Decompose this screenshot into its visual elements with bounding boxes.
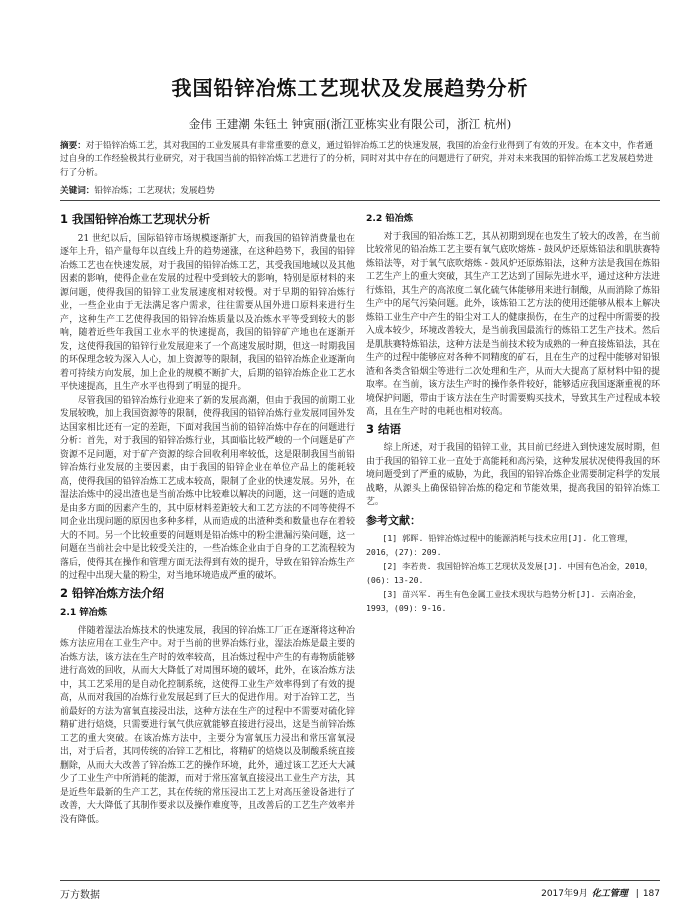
section-2-1-paragraph: 伴随着湿法冶炼技术的快速发展，我国的锌冶炼工厂正在逐渐将这种冶炼方法应用在工业生产中。对于当前的世界冶炼行业，湿法冶炼是最主要的冶炼方法，该方法在生产时的效率较高，且冶炼过程中产生的有毒物质能够进行高效的回收，从而大大降低了对周围环境的破坏，此外，在该冶炼方法中，其工艺采用的是自动化控制系统，这使得工业生产效率得到了有效的提高，从而对我国的冶炼行业发展起到了巨大的促进作用。对于冶锌工艺，当前最好的方法为富氧直接浸出法，这种方法在生产的过程中不需要对硫化锌精矿进行焙烧，只需要进行氧气供应就能够直接进行浸出，这是当前锌冶炼工艺的重大突破。在该冶炼方法中，主要分为富氧压力浸出和常压富氧浸出，对于后者，其同传统的冶锌工艺相比，将精矿的焙烧以及制酸系统直接删除，从而大大改善了锌冶炼工艺的操作环境，此外，通过该工艺还大大减少了工业生产中所消耗的能源，而对于常压富氧直接浸出工业生产方法，其是近些年最新的生产工艺，其在传统的常压浸出工艺上对高压釜设备进行了改善，大大降低了其制作要求以及操作难度等，且改善后的工艺生产效率并没有降低。: [60, 625, 355, 825]
reference-item: [1] 郭晖. 铅锌冶炼过程中的能源消耗与技术应用[J]. 化工管理，2016，(27)：209.: [366, 533, 634, 557]
section-1-paragraph-2: 尽管我国的铅锌冶炼行业迎来了新的发展高潮，但由于我国的前期工业发展较晚，加上我国资源等的限制，使得我国的铅锌冶炼行业发展同国外发达国家相比还有一定的差距，下面对我国当前的铅锌冶炼中存在的问题进行分析：首先，对于我国的铅锌冶炼行业，其面临比较严峻的一个问题是矿产资源不足问题，对于矿产资源的综合回收利用率较低，这是限制我国当前铅锌冶炼行业发展的主要因素，由于我国的铅锌企业在单位产品上的能耗较高，使得我国的铅锌冶炼工艺成本较高，限制了企业的快速发展。另外，在湿法冶炼中的浸出渣也是当前冶炼中比较难以解决的问题，这一问题的造成是由多方面的因素产生的，其中原材料差距较大和工艺方法的不同等使得不同企业出现问题的原因也多种多样，从而造成的出渣种类和数量也存在着较大的不同。另一个比较重要的问题则是铅冶炼中的粉尘泄漏污染问题，这一问题在当前社会中是比较受关注的，一些冶炼企业由于自身的工艺流程较为落后，使得其在操作和管理方面无法得到有效的提升，导致在铅锌冶炼生产的过程中出现大量的粉尘，对当地环境造成严重的破坏。: [60, 395, 355, 581]
section-3-paragraph: 综上所述，对于我国的铅锌工业，其目前已经进入到快速发展时期，但由于我国的铅锌工业一直处于高能耗和高污染，这种发展状况使得我国的环境问题受到了严重的威胁，为此，我国的铅锌冶炼企业需要制定科学的发展战略，从源头上确保铅锌冶炼的稳定和节能效果，提高我国的铅锌冶炼工艺。: [366, 443, 660, 507]
reference-item: [2] 李若贵. 我国铅锌冶炼工艺现状及发展[J]. 中国有色冶金，2010，(06)：13-20.: [366, 561, 653, 585]
abstract: [60, 140, 660, 180]
footer-separator: |: [635, 889, 639, 899]
footer-date: 2017年9月: [541, 889, 588, 899]
footer-journal: 化工管理: [591, 889, 628, 899]
reference-item: [3] 苗兴军. 再生有色金属工业技术现状与趋势分析[J]. 云南冶金，1993，(09)：9-16.: [366, 589, 642, 613]
keywords-label: 关键词：: [60, 186, 95, 196]
footer-source: 万方数据: [60, 890, 100, 901]
right-column: [366, 208, 660, 615]
section-2-heading: 2 铅锌冶炼方法介绍: [60, 585, 165, 600]
section-3-heading: 3 结语: [366, 421, 402, 436]
section-2-2-paragraph: 对于我国的铅冶炼工艺，其从初期到现在也发生了较大的改善，在当前比较常见的铅冶炼工艺主要有氧气底吹熔炼 - 鼓风炉还原炼铅法和肌肤赛特炼铅法等，对于氧气底吹熔炼 - 鼓风炉还原炼铅法，这种方法是我国在炼铅工艺生产上的重大突破，其生产工艺达到了国际先进水平，通过这种方法进行炼铅，其生产的高浓度二氧化硫气体能够用来进行制酸，从而消除了炼铅生产中的尾气污染问题。此外，该炼铅工艺方法的使用还能够从根本上解决炼铅工业生产中产生的铅尘对工人的健康损伤，在生产的过程中所需要的投入成本较少，环境改善较大，是当前我国最流行的炼铅工艺生产技术。然后是肌肤赛特炼铅法，这种方法是当前技术较为成熟的一种直接炼铅法，其在生产的过程中能够应对各种不同精度的矿石，且在生产的过程中能够对铅银渣和各类含铅烟尘等进行二次处理和生产，从而大大提高了原材料中铅的提取率。在当前，该方法生产时的操作条件较好，能够适应我国逐渐重视的环境保护问题，带由于该方法在生产时需要购买技术，导致其生产过程成本较高，且在生产时的电耗也相对较高。: [366, 231, 660, 417]
header-divider: [60, 200, 660, 201]
abstract-label: 摘要：: [60, 141, 86, 151]
footer-divider: [60, 880, 660, 881]
references-heading: 参考文献：: [366, 513, 421, 527]
left-column: [60, 210, 355, 827]
author-line: 金伟 王建潮 朱钰土 钟寅丽(浙江亚栋实业有限公司，浙江 杭州): [188, 117, 512, 131]
section-1-heading: 1 我国铅锌冶炼工艺现状分析: [60, 212, 211, 226]
footer-info: [541, 886, 660, 899]
section-1-paragraph-1: 21 世纪以后，国际铅锌市场规模逐渐扩大，而我国的铅锌消费量也在逐年上升，铅产量每年以直线上升的趋势递涨，在这种趋势下，我国的铅锌冶炼工艺也在快速发展，对于我国的铅锌冶炼工艺，其受我国地域以及其他因素的影响，使得企业在发展的过程中受到较大的影响，特别是原材料的来源问题，使得我国的铅锌工业发展速度相对较慢。对于早期的铅锌冶炼行业，一些企业由于无法满足客户需求，往往需要从国外进口原料来进行生产，这种生产工艺使得我国的铅锌冶炼质量以及冶炼水平等受到较大的影响，随着近些年我国工业水平的快速提高，我国的铅锌矿产地也在逐渐开发，这使得我国的铅锌行业发展迎来了一个高速发展时期，但这一时期我国的环保理念较为深入人心，加上资源等的限制，我国的铅锌冶炼企业逐渐向着可持续方向发展，加上企业的规模不断扩大，后期的铅锌冶炼企业工艺水平快速提高，且生产水平也得到了明显的提升。: [60, 233, 355, 392]
abstract-text: 对于铅锌冶炼工艺，其对我国的工业发展具有非常重要的意义，通过铅锌冶炼工艺的快速发展，我国的冶金行业得到了有效的开发。在本文中，作者通过自身的工作经验极其行业研究，对于我国当前的铅锌冶炼工艺进行了的分析，同时对其中存在的问题进行了研究，并对未来我国的铅锌冶炼工艺发展趋势进行了分析。: [60, 141, 653, 178]
keywords: [60, 185, 660, 198]
section-2-2-heading: 2.2 铅冶炼: [366, 213, 414, 224]
section-2-1-heading: 2.1 锌冶炼: [60, 607, 108, 618]
keywords-text: 铅锌冶炼；工艺现状；发展趋势: [94, 186, 215, 196]
page-number: 187: [642, 889, 660, 899]
paper-title: 我国铅锌冶炼工艺现状及发展趋势分析: [171, 76, 529, 100]
